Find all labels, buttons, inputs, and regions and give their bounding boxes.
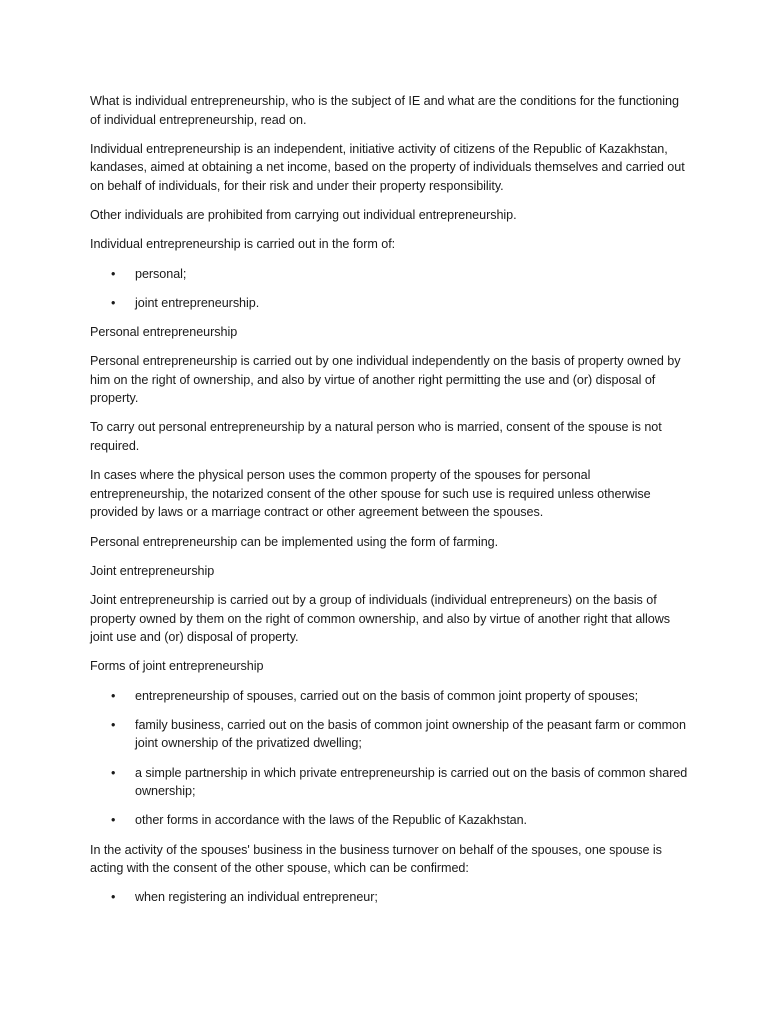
list-item <box>90 265 690 284</box>
spouses-business-paragraph: In the activity of the spouses' business in the business turnover on behalf of the spouses, one spouse is acting with the consent of the other spouse, which can be confirmed: <box>90 842 662 876</box>
document-page <box>90 92 690 917</box>
list-item-text: joint entrepreneurship. <box>135 295 260 310</box>
spouse-consent-paragraph: To carry out personal entrepreneurship by a natural person who is married, consent of the spouse is not required. <box>90 420 662 454</box>
definition-paragraph: Individual entrepreneurship is an independent, initiative activity of citizens of the Republic of Kazakhstan, kandases, aimed at obtaining a net income, based on the property of individuals themselves and carried out on behalf of individuals, for their risk and under their property responsibility. <box>90 141 685 193</box>
personal-heading: Personal entrepreneurship <box>90 324 238 339</box>
bullet-icon: • <box>111 890 116 905</box>
list-item-text: family business, carried out on the basis of common joint ownership of the peasant farm or common joint ownership of the privatized dwelling; <box>135 717 686 751</box>
joint-heading: Joint entrepreneurship <box>90 563 215 578</box>
farming-paragraph: Personal entrepreneurship can be implemented using the form of farming. <box>90 534 499 549</box>
list-item <box>90 888 690 907</box>
forms-list <box>90 265 690 313</box>
intro-paragraph: What is individual entrepreneurship, who is the subject of IE and what are the conditions for the functioning of individual entrepreneurship, read on. <box>90 94 679 127</box>
list-item-text: personal; <box>135 266 187 281</box>
bullet-icon: • <box>111 813 116 828</box>
list-item-text: a simple partnership in which private entrepreneurship is carried out on the basis of common shared ownership; <box>135 765 688 799</box>
list-item <box>90 764 690 801</box>
personal-definition-paragraph: Personal entrepreneurship is carried out by one individual independently on the basis of property owned by him on the right of ownership, and also by virtue of another right permitting the use and (or) disposal of property. <box>90 354 681 406</box>
joint-definition-paragraph: Joint entrepreneurship is carried out by a group of individuals (individual entrepreneurs) on the basis of property owned by them on the right of common ownership, and also by virtue of another right that allows joint use and (or) disposal of property. <box>90 593 671 645</box>
list-item <box>90 294 690 313</box>
list-item-text: when registering an individual entrepreneur; <box>135 890 378 905</box>
list-item <box>90 716 690 753</box>
list-item <box>90 811 690 830</box>
forms-intro-paragraph: Individual entrepreneurship is carried out in the form of: <box>90 237 396 252</box>
bullet-icon: • <box>111 717 116 732</box>
bullet-icon: • <box>111 295 116 310</box>
joint-forms-list <box>90 687 690 830</box>
list-item-text: entrepreneurship of spouses, carried out on the basis of common joint property of spouses; <box>135 688 639 703</box>
bullet-icon: • <box>111 266 116 281</box>
prohibition-paragraph: Other individuals are prohibited from carrying out individual entrepreneurship. <box>90 208 517 223</box>
list-item-text: other forms in accordance with the laws of the Republic of Kazakhstan. <box>135 813 528 828</box>
joint-forms-heading: Forms of joint entrepreneurship <box>90 659 264 674</box>
list-item <box>90 687 690 706</box>
bullet-icon: • <box>111 688 116 703</box>
confirmation-list <box>90 888 690 907</box>
common-property-paragraph: In cases where the physical person uses the common property of the spouses for personal entrepreneurship, the notarized consent of the other spouse for such use is required unless otherwise provided by laws or a marriage contract or other agreement between the spouses. <box>90 468 651 520</box>
bullet-icon: • <box>111 765 116 780</box>
